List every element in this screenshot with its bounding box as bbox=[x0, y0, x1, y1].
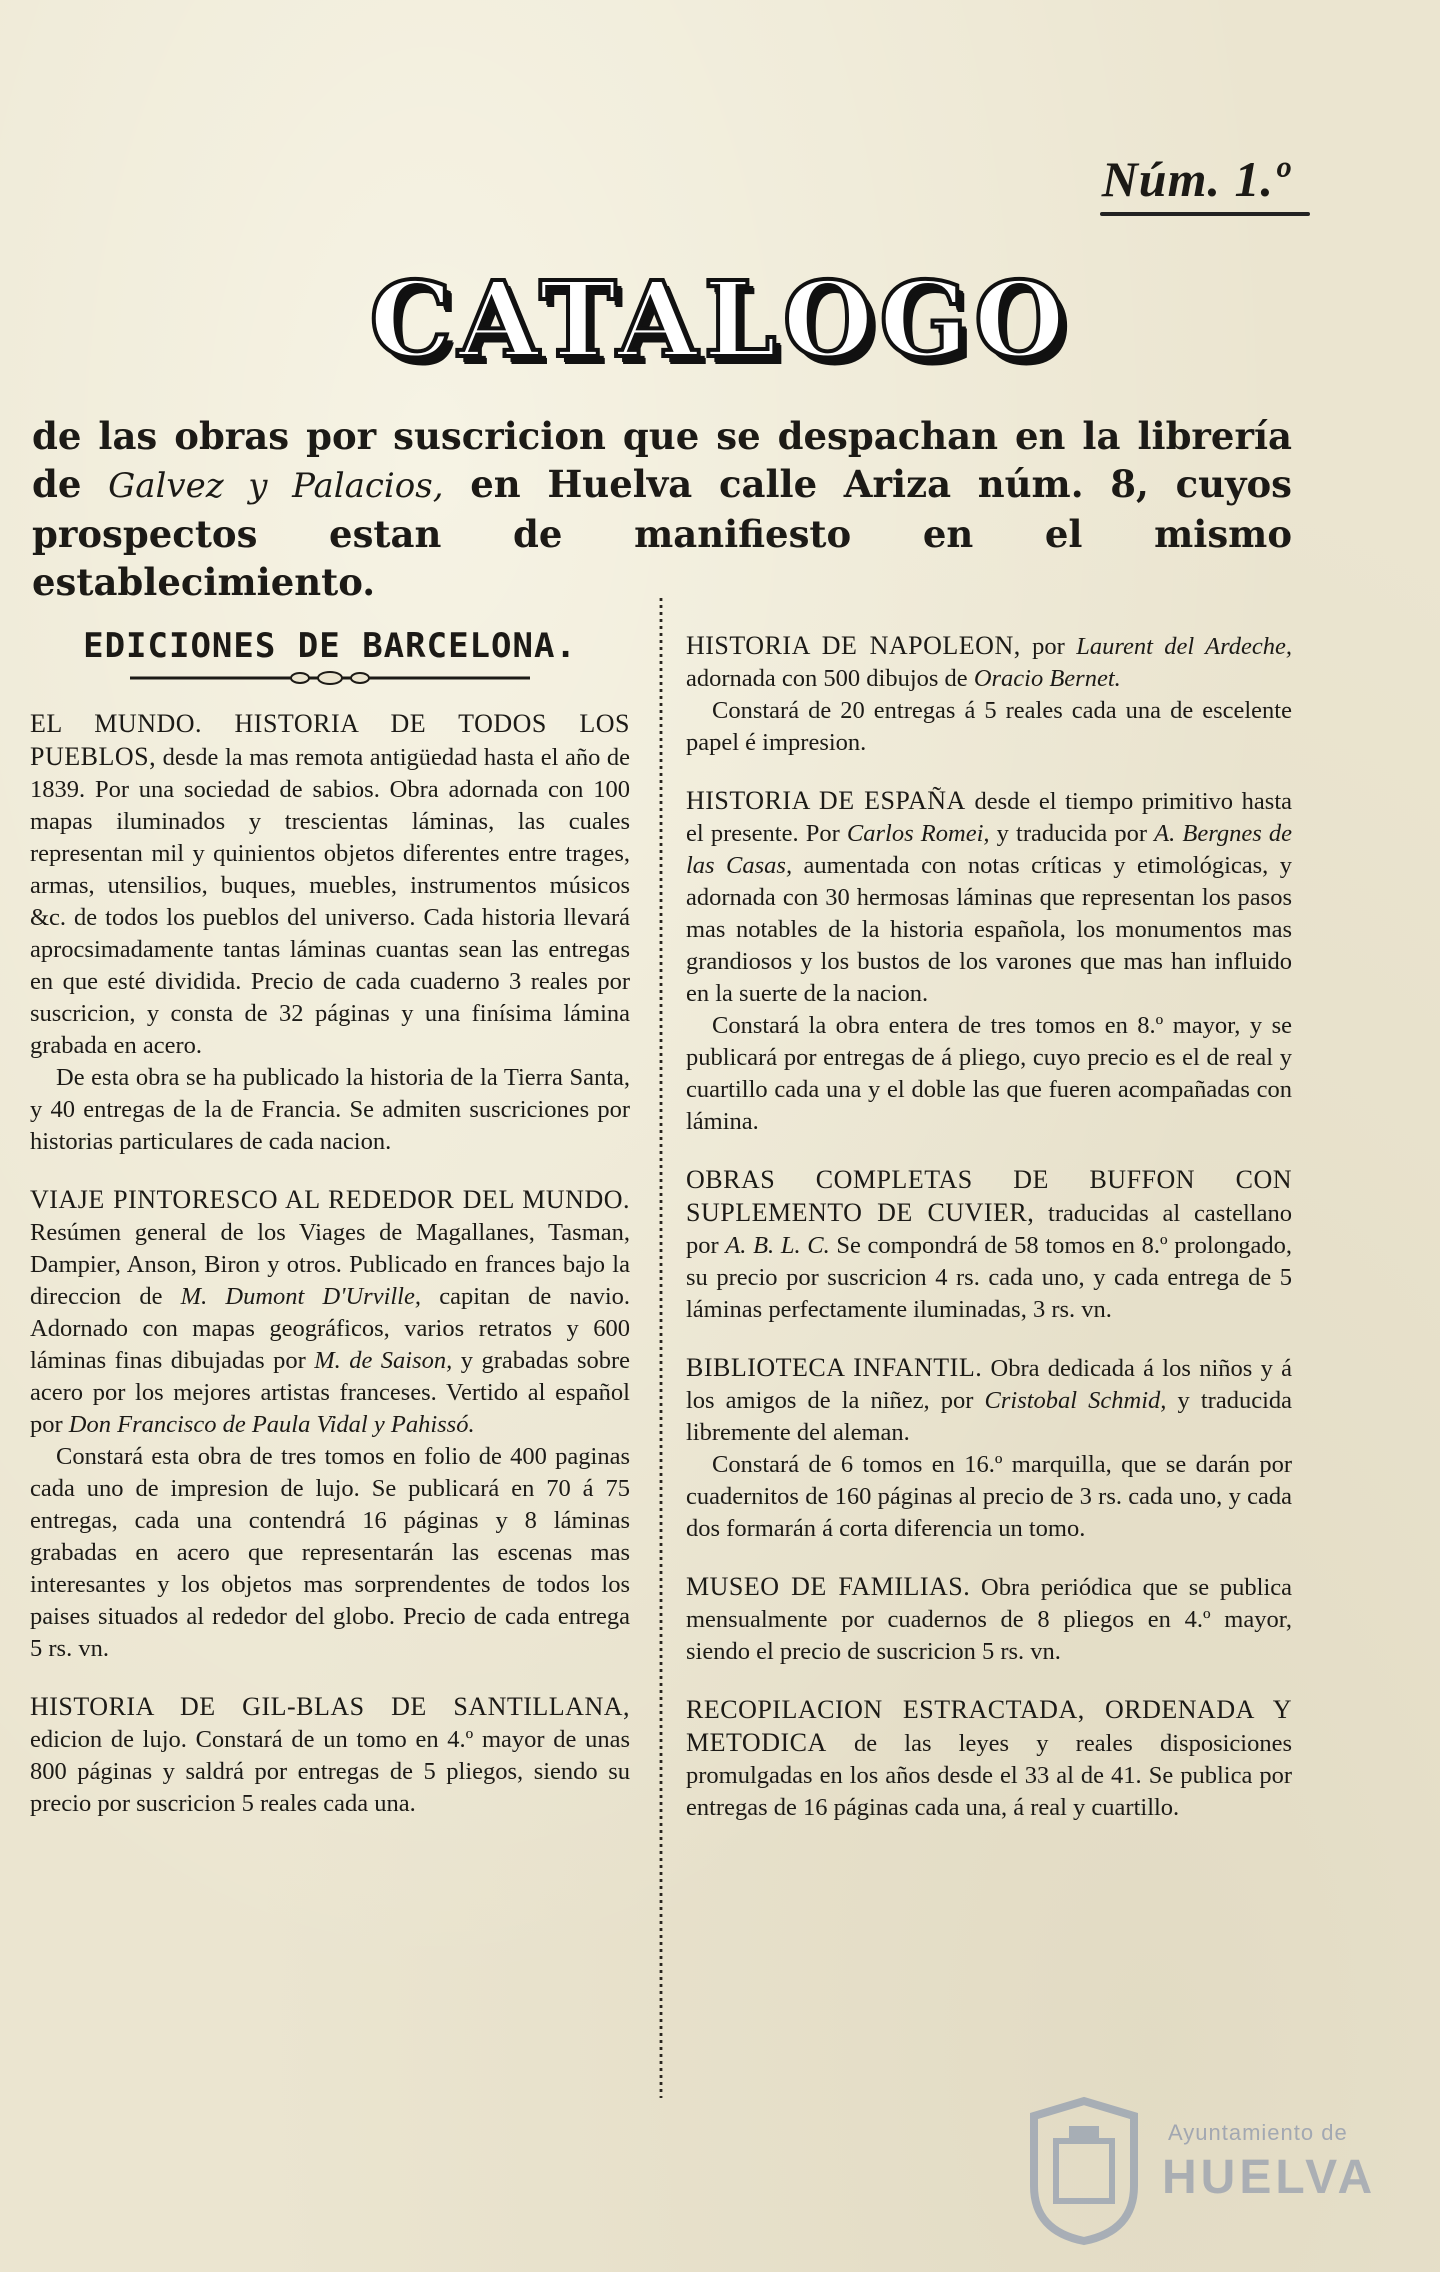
entry-heading: MUSEO DE FAMILIAS. bbox=[686, 1572, 971, 1601]
subtitle-part-a: de las obras por suscricion que se despachan en la librería de bbox=[32, 414, 1292, 506]
entry-author: M. Dumont D'Urville, bbox=[180, 1283, 421, 1310]
entry-author: Laurent del Ardeche, bbox=[1076, 633, 1293, 660]
entry-author: A. Bergnes de las Casas, bbox=[686, 820, 1293, 879]
entry-author: A. B. L. C. bbox=[725, 1232, 830, 1259]
entry-heading: BIBLIOTECA INFANTIL. bbox=[686, 1353, 983, 1382]
catalog-entry bbox=[686, 1694, 1292, 1824]
column-divider bbox=[654, 598, 668, 2098]
subtitle-part-b: en Huelva calle Ariza núm. 8, cuyos prospectos estan de manifiesto en el mismo establecimiento. bbox=[32, 462, 1293, 604]
entry-text: y traducida libremente del aleman. bbox=[686, 1387, 1293, 1446]
watermark-title: HUELVA bbox=[1162, 2151, 1377, 2204]
catalog-entry bbox=[686, 1352, 1292, 1545]
entry-text: aumentada con notas críticas y etimológicas, y adornada con 30 hermosas láminas que representan los pasos mas notables de la historia española, los monumentos mas grandiosos y los bustos de los varones que mas han influido en la suerte de la nacion. bbox=[686, 852, 1292, 1007]
entry-text: Constará la obra entera de tres tomos en 8.º mayor, y se publicará por entregas de á pliego, cuyo precio es el de real y cuartillo cada una y el doble las que fueren acompañadas con lámina. bbox=[686, 1012, 1292, 1135]
entry-text: capitan de navio. Adornado con mapas geográficos, varios retratos y 600 láminas finas dibujadas por bbox=[30, 1283, 631, 1374]
entry-text: de las leyes y reales disposiciones promulgadas en los años desde el 33 al de 41. Se publica por entregas de 16 páginas cada una, á real y cuartillo. bbox=[686, 1730, 1293, 1821]
entry-text: Resúmen general de los Viages de Magallanes, Tasman, Dampier, Anson, Biron y otros. Publicado en frances bajo la direccion de bbox=[30, 1219, 630, 1310]
entry-author: Cristobal Schmid, bbox=[984, 1387, 1167, 1414]
entry-text: por bbox=[1032, 633, 1065, 660]
city-seal-icon bbox=[1024, 2096, 1144, 2246]
ornament-rule bbox=[120, 670, 540, 686]
entry-heading: EL MUNDO. HISTORIA DE TODOS LOS PUEBLOS, bbox=[30, 709, 630, 771]
catalog-entry bbox=[686, 1164, 1292, 1326]
watermark-caption: Ayuntamiento de bbox=[1168, 2120, 1348, 2145]
catalog-entry bbox=[686, 1571, 1292, 1668]
entry-text: y grabadas sobre acero por los mejores artistas franceses. Vertido al español por bbox=[30, 1347, 631, 1438]
issue-number: Núm. 1.º bbox=[1101, 151, 1290, 207]
issue-number-rule bbox=[1100, 212, 1310, 216]
catalog-entry bbox=[686, 785, 1292, 1138]
right-column bbox=[686, 630, 1292, 1850]
entry-text: Constará de 20 entregas á 5 reales cada una de escelente papel é impresion. bbox=[686, 697, 1292, 756]
bookseller-name: Galvez y Palacios, bbox=[108, 466, 444, 506]
entry-text: traducidas al castellano por bbox=[686, 1200, 1292, 1259]
entry-author: Don Francisco de Paula Vidal y Pahissó. bbox=[68, 1411, 475, 1438]
entry-heading: VIAJE PINTORESCO AL REDEDOR DEL MUNDO. bbox=[30, 1185, 630, 1214]
entry-heading: HISTORIA DE NAPOLEON, bbox=[686, 631, 1021, 660]
entry-text: De esta obra se ha publicado la historia de la Tierra Santa, y 40 entregas de la de Francia. Se admiten suscriciones por historias particulares de cada nacion. bbox=[30, 1064, 630, 1155]
entry-heading: HISTORIA DE GIL-BLAS DE SANTILLANA, bbox=[30, 1692, 630, 1721]
entry-heading: HISTORIA DE ESPAÑA bbox=[686, 786, 966, 815]
entry-heading: RECOPILACION ESTRACTADA, ORDENADA Y METODICA bbox=[686, 1695, 1292, 1757]
section-title: EDICIONES DE BARCELONA. bbox=[83, 626, 577, 666]
catalog-entry bbox=[30, 1691, 630, 1820]
entry-author: M. de Saison, bbox=[314, 1347, 453, 1374]
entry-text: Constará esta obra de tres tomos en folio de 400 paginas cada uno de impresion de lujo. Se publicará en 70 á 75 entregas, cada una contendrá 16 páginas y 8 láminas grabadas en acero que representarán las escenas mas interesantes y los objetos mas sorprendentes de todos los paises situados al rededor del globo. Precio de cada entrega 5 rs. vn. bbox=[30, 1443, 630, 1662]
entry-text: edicion de lujo. Constará de un tomo en 4.º mayor de unas 800 páginas y saldrá por entregas de 5 pliegos, siendo su precio por suscricion 5 reales cada una. bbox=[30, 1726, 630, 1817]
catalog-title: CATALOGO bbox=[369, 258, 1071, 381]
left-column bbox=[30, 626, 631, 1846]
entry-text: y traducida por bbox=[996, 820, 1147, 847]
entry-author: Carlos Romei, bbox=[846, 820, 990, 847]
catalog-subtitle bbox=[32, 412, 1292, 606]
entry-author: Oracio Bernet. bbox=[973, 665, 1121, 692]
entry-heading: OBRAS COMPLETAS DE BUFFON CON SUPLEMENTO DE CUVIER, bbox=[686, 1165, 1292, 1227]
entry-text: adornada con 500 dibujos de bbox=[686, 665, 968, 692]
catalog-entry bbox=[30, 708, 630, 1158]
entry-text: desde la mas remota antigüedad hasta el año de 1839. Por una sociedad de sabios. Obra adornada con 100 mapas iluminados y trescientas láminas, las cuales representan mil y quinientos objetos diferentes entre trages, armas, utensilios, buques, muebles, instrumentos músicos &c. de todos los pueblos del universo. Cada historia llevará aprocsimadamente tantas láminas cuantas sean las entregas en que esté dividida. Precio de cada cuaderno 3 reales por suscricion, y consta de 32 páginas y una finísima lámina grabada en acero. bbox=[30, 744, 631, 1059]
entry-text: Obra periódica que se publica mensualmente por cuadernos de 8 pliegos en 4.º mayor, siendo el precio de suscricion 5 rs. vn. bbox=[686, 1574, 1292, 1665]
entry-text: Se compondrá de 58 tomos en 8.º prolongado, su precio por suscricion 4 rs. cada uno, y cada entrega de 5 láminas perfectamente iluminadas, 3 rs. vn. bbox=[686, 1232, 1292, 1323]
catalog-entry bbox=[686, 630, 1292, 759]
entry-text: Obra dedicada á los niños y á los amigos de la niñez, por bbox=[686, 1355, 1292, 1414]
entry-text: desde el tiempo primitivo hasta el presente. Por bbox=[686, 788, 1292, 847]
entry-text: Constará de 6 tomos en 16.º marquilla, que se darán por cuadernitos de 160 páginas al precio de 3 rs. cada uno, y cada dos formarán á corta diferencia un tomo. bbox=[686, 1451, 1292, 1542]
catalog-entry bbox=[30, 1184, 630, 1665]
